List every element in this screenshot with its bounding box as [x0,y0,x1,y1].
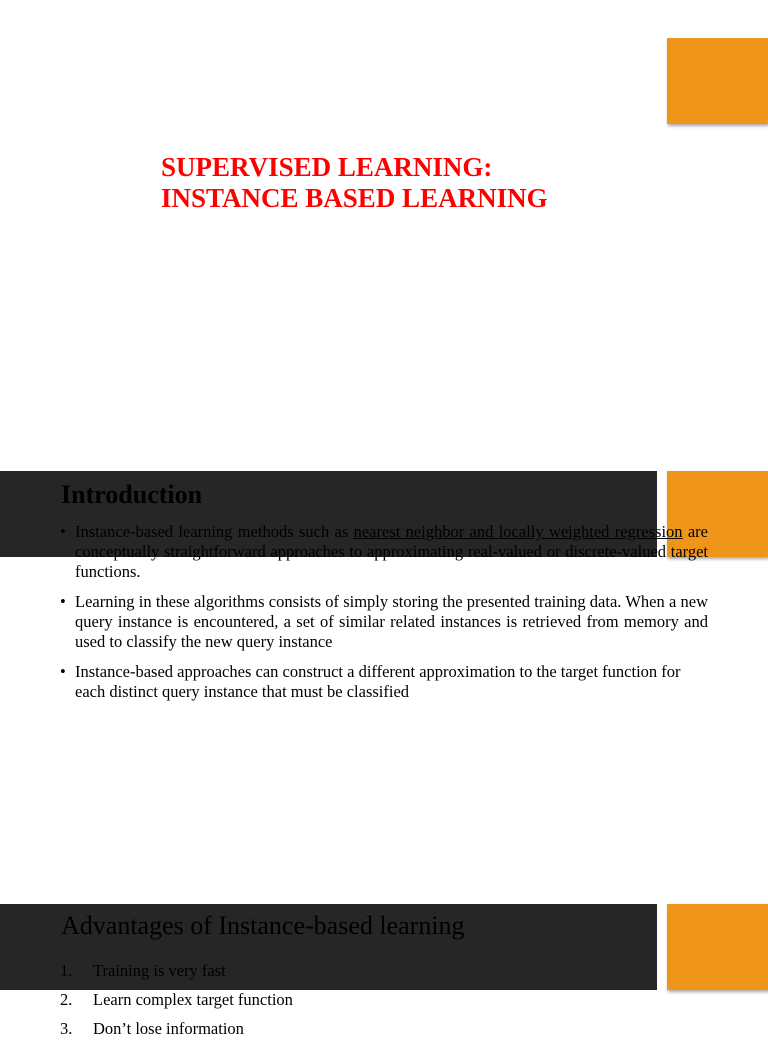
item-text: Training is very fast [93,961,226,980]
item-number: 2. [60,990,73,1009]
accent-block [667,38,768,124]
accent-block [667,904,768,990]
slide-heading: Advantages of Instance-based learning [61,911,465,940]
item-text: Learn complex target function [93,990,293,1009]
bullet-icon: • [60,592,66,611]
bullet-text-post: are conceptually straightforward approaches to approximating real-valued or discrete-valued target functions. [75,522,709,581]
bullet-icon: • [60,662,66,681]
bullet-text: Learning in these algorithms consists of simply storing the presented training data. When a new query instance is encountered, a set of similar related instances is retrieved from memory and used to classify the new query instance [75,592,708,651]
bullet-text: Instance-based approaches can construct a different approximation to the target function for each distinct query instance that must be classified [75,662,681,701]
list-item [60,956,293,985]
slide-title [161,152,548,214]
advantages-slide [0,904,768,1038]
item-number: 3. [60,1019,73,1038]
bullet-list [60,522,708,712]
introduction-slide [0,471,768,891]
slide-heading: Introduction [61,480,203,509]
bullet-item [60,522,708,582]
underlined-term: nearest neighbor and locally weighted regression [353,522,683,541]
numbered-list [60,956,293,1043]
bullet-icon: • [60,522,66,541]
item-number: 1. [60,961,73,980]
list-item [60,1014,293,1043]
bullet-item [60,592,708,652]
bullet-text-pre: Instance-based learning methods such as [75,522,354,541]
list-item [60,985,293,1014]
item-text: Don’t lose information [93,1019,244,1038]
title-line-2: INSTANCE BASED LEARNING [161,183,548,213]
title-line-1: SUPERVISED LEARNING: [161,152,493,182]
bullet-item [60,662,708,702]
title-slide [0,0,768,440]
